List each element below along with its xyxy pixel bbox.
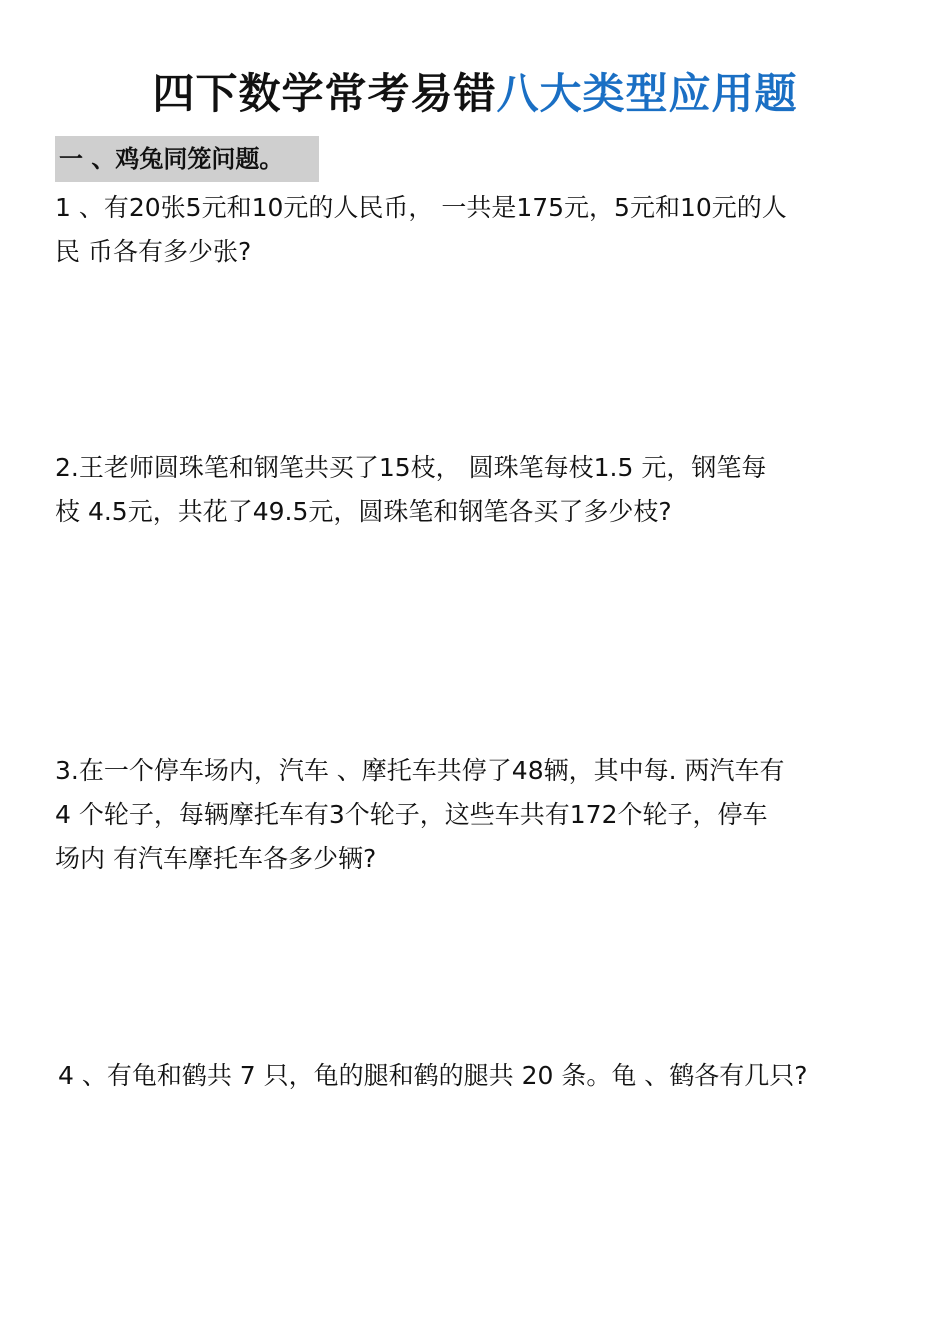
page-title <box>0 66 950 122</box>
question-4 <box>58 1054 903 1098</box>
question-2 <box>55 446 900 534</box>
question-line: 1 、有20张5元和10元的人民币， 一共是175元，5元和10元的人 <box>55 193 787 222</box>
section-heading: 一 、鸡兔同笼问题。 <box>55 136 319 182</box>
title-part-black: 四下数学常考易错 <box>152 69 497 118</box>
question-line: 4 、有龟和鹤共 7 只，龟的腿和鹤的腿共 20 条。龟 、鹤各有几只? <box>58 1061 808 1090</box>
question-line: 2.王老师圆珠笔和钢笔共买了15枝， 圆珠笔每枝1.5 元，钢笔每 <box>55 453 767 482</box>
question-3 <box>55 749 900 881</box>
title-part-blue: 八大类型应用题 <box>496 69 798 118</box>
question-line: 民 币各有多少张? <box>55 237 252 266</box>
question-line: 4 个轮子，每辆摩托车有3个轮子，这些车共有172个轮子，停车 <box>55 800 768 829</box>
question-line: 3.在一个停车场内，汽车 、摩托车共停了48辆，其中每. 两汽车有 <box>55 756 785 785</box>
question-line: 场内 有汽车摩托车各多少辆? <box>55 844 377 873</box>
question-1 <box>55 186 900 274</box>
question-line: 枝 4.5元，共花了49.5元，圆珠笔和钢笔各买了多少枝? <box>55 497 672 526</box>
